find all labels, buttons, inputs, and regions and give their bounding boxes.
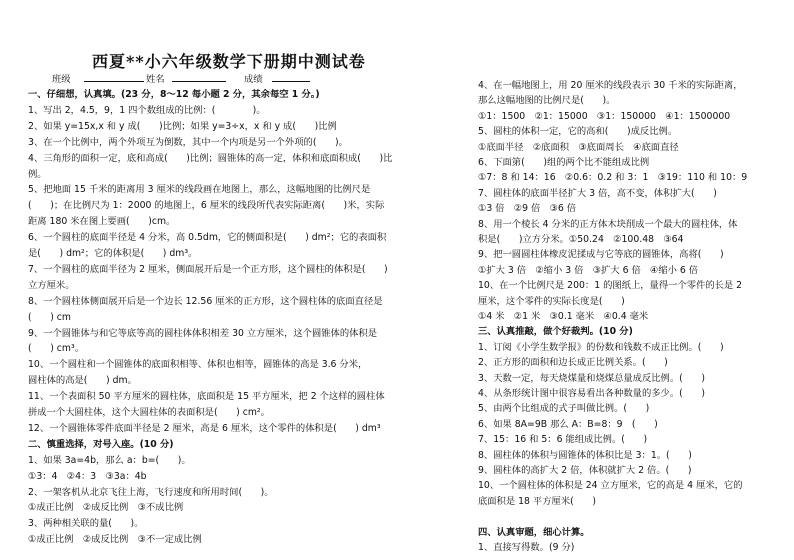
left-line: 5、把地面 15 千米的距离用 3 厘米的线段画在地图上，那么，这幅地图的比例尺是 — [28, 184, 371, 196]
right-line: 10、一个圆柱体的体积是 24 立方厘米，它的高是 4 厘米，它的 — [478, 480, 743, 492]
right-line: 10、在一个比例尺是 200：1 的图纸上，量得一个零件的长是 2 — [478, 280, 743, 292]
left-line: 7、一个圆柱的底面半径为 2 厘米，侧面展开后是一个正方形，这个圆柱的体积是( ) — [28, 263, 388, 275]
right-line: 7、圆柱体的底面半径扩大 3 倍，高不变，体积扩大( ) — [478, 187, 717, 199]
right-line: 5、由两个比组成的式子叫做比例。( ) — [478, 403, 650, 415]
left-line: 距离 180 米在图上要画( )cm。 — [28, 216, 176, 228]
right-line: 四、认真审题，细心计算。 — [478, 526, 590, 538]
right-line: ①4 米 ②1 米 ③0.1 毫米 ④0.4 毫米 — [478, 311, 649, 322]
left-line: 12、一个圆锥体零件底面半径是 2 厘米，高是 6 厘米，这个零件的体积是( ) dm³ — [28, 422, 381, 434]
left-line: 8、一个圆柱体侧面展开后是一个边长 12.56 厘米的正方形，这个圆柱体的底面直径是 — [28, 295, 383, 307]
right-line: 积是( )立方分米。①50.24 ②100.48 ③64 — [478, 234, 684, 245]
right-line: ①1：1500 ②1：15000 ③1：150000 ④1：1500000 — [478, 110, 731, 122]
left-line: ①成正比例 ②成反比例 ③不成比例 — [28, 502, 184, 514]
right-line: 6、下面第( )组的两个比不能组成比例 — [478, 157, 650, 168]
right-line: 厘米，这个零件的实际长度是( ) — [478, 295, 625, 307]
left-line: 6、一个圆柱的底面半径是 4 分米，高 0.5dm，它的侧面积是( ) dm²；它的表面积 — [28, 232, 387, 244]
right-line: 8、用一个棱长 4 分米的正方体木块削成一个最大的圆柱体，体 — [478, 218, 738, 230]
right-line: 6、如果 8A=9B 那么 A：B=8：9 ( ) — [478, 418, 658, 430]
left-line: 2、如果 y=15x,x 和 y 成( )比例；如果 y=3÷x，x 和 y 成( )比例 — [28, 120, 337, 132]
right-line: 底面积是 18 平方厘米( ) — [478, 495, 596, 507]
right-line: ①3 倍 ②9 倍 ③6 倍 — [478, 203, 577, 215]
left-line: 10、一个圆柱和一个圆锥体的底面积相等、体积也相等，圆锥体的高是 3.6 分米， — [28, 359, 368, 371]
left-line: 二、慎重选择，对号入座。(10 分) — [28, 438, 174, 450]
left-line: ①成正比例 ②成反比例 ③不一定成比例 — [28, 534, 202, 546]
left-line: 3、在一个比例中，两个外项互为倒数，其中一个内项是另一个外项的( )。 — [28, 136, 348, 148]
right-line: 5、圆柱的体积一定，它的高和( )成反比例。 — [478, 126, 678, 138]
right-line: 1、订阅《小学生数学报》的份数和钱数不成正比例。( ) — [478, 341, 724, 353]
left-line: 11、一个表面积 50 平方厘米的圆柱体，底面积是 15 平方厘米，把 2 个这样的圆柱体 — [28, 391, 385, 403]
right-line: 3、天数一定，每天烧煤量和烧煤总量成反比例。( ) — [478, 372, 705, 384]
right-line: 三、认真推敲，做个好裁判。(10 分) — [478, 326, 633, 338]
page-title: 西夏**小六年级数学下册期中测试卷 — [92, 52, 366, 71]
left-line: 1、如果 3a=4b，那么 a：b=( )。 — [28, 454, 191, 466]
right-line: 7、15：16 和 5：6 能组成比例。( ) — [478, 434, 648, 446]
right-line: 4、在一幅地图上，用 20 厘米的线段表示 30 千米的实际距离， — [478, 80, 743, 91]
class-label: 班级 — [52, 74, 71, 85]
right-line: 9、把一圆圆柱体橡皮泥揉成与它等底的圆锥体，高将( ) — [478, 249, 724, 261]
left-line: 2、一架客机从北京飞往上海，飞行速度和所用时间( )。 — [28, 486, 274, 498]
right-line: 4、从条形统计图中很容易看出各种数量的多少。( ) — [478, 388, 705, 399]
left-line: 是( ) dm²；它的体积是( ) dm³。 — [28, 248, 198, 259]
right-line: ①7：8 和 14：16 ②0.6：0.2 和 3：1 ③19：110 和 10：9 — [478, 172, 748, 184]
left-line: 3、两种相关联的量( )。 — [28, 518, 144, 530]
left-line: 一、仔细想，认真填。(23 分，8～12 每小题 2 分，其余每空 1 分。) — [28, 89, 320, 100]
right-line: 8、圆柱体的体积与圆锥体的体积比是 3：1。( ) — [478, 449, 692, 461]
score-label: 成绩 — [244, 74, 263, 85]
left-line: ( ) cm — [28, 311, 71, 323]
right-line: 9、圆柱体的高扩大 2 倍，体积就扩大 2 倍。( ) — [478, 465, 692, 476]
left-line: ( )；在比例尺为 1：2000 的地图上，6 厘米的线段所代表实际距离( )米，实际 — [28, 200, 385, 212]
right-line: 1、直接写得数。(9 分) — [478, 542, 575, 553]
right-line: 2、正方形的面积和边长成正比例关系。( ) — [478, 357, 668, 369]
left-line: 圆柱体的高是( ) dm。 — [28, 375, 137, 387]
left-line: 拼成一个大圆柱体，这个大圆柱体的表面积是( ) cm²。 — [28, 407, 270, 418]
class-field[interactable] — [84, 71, 144, 82]
left-line: ①3：4 ②4：3 ③3a：4b — [28, 470, 147, 482]
right-line: 那么这幅地图的比例尺是( )。 — [478, 95, 616, 107]
left-line: 立方厘米。 — [28, 279, 75, 291]
name-label: 姓名 — [146, 74, 165, 85]
left-line: 4、三角形的面积一定，底和高成( )比例；圆锥体的高一定，体积和底面积成( )比 — [28, 152, 393, 164]
left-line: 例。 — [28, 168, 47, 180]
score-field[interactable] — [272, 71, 310, 82]
left-line: 9、一个圆锥体与和它等底等高的圆柱体体积相差 30 立方厘米，这个圆锥体的体积是 — [28, 327, 378, 339]
left-line: 1、写出 2，4.5，9，1 四个数组成的比例：( )。 — [28, 104, 266, 116]
left-line: ( ) cm³。 — [28, 343, 84, 355]
right-line: ①底面半径 ②底面积 ③底面周长 ④底面直径 — [478, 141, 679, 153]
name-field[interactable] — [172, 71, 226, 82]
right-line: ①扩大 3 倍 ②缩小 3 倍 ③扩大 6 倍 ④缩小 6 倍 — [478, 264, 699, 276]
